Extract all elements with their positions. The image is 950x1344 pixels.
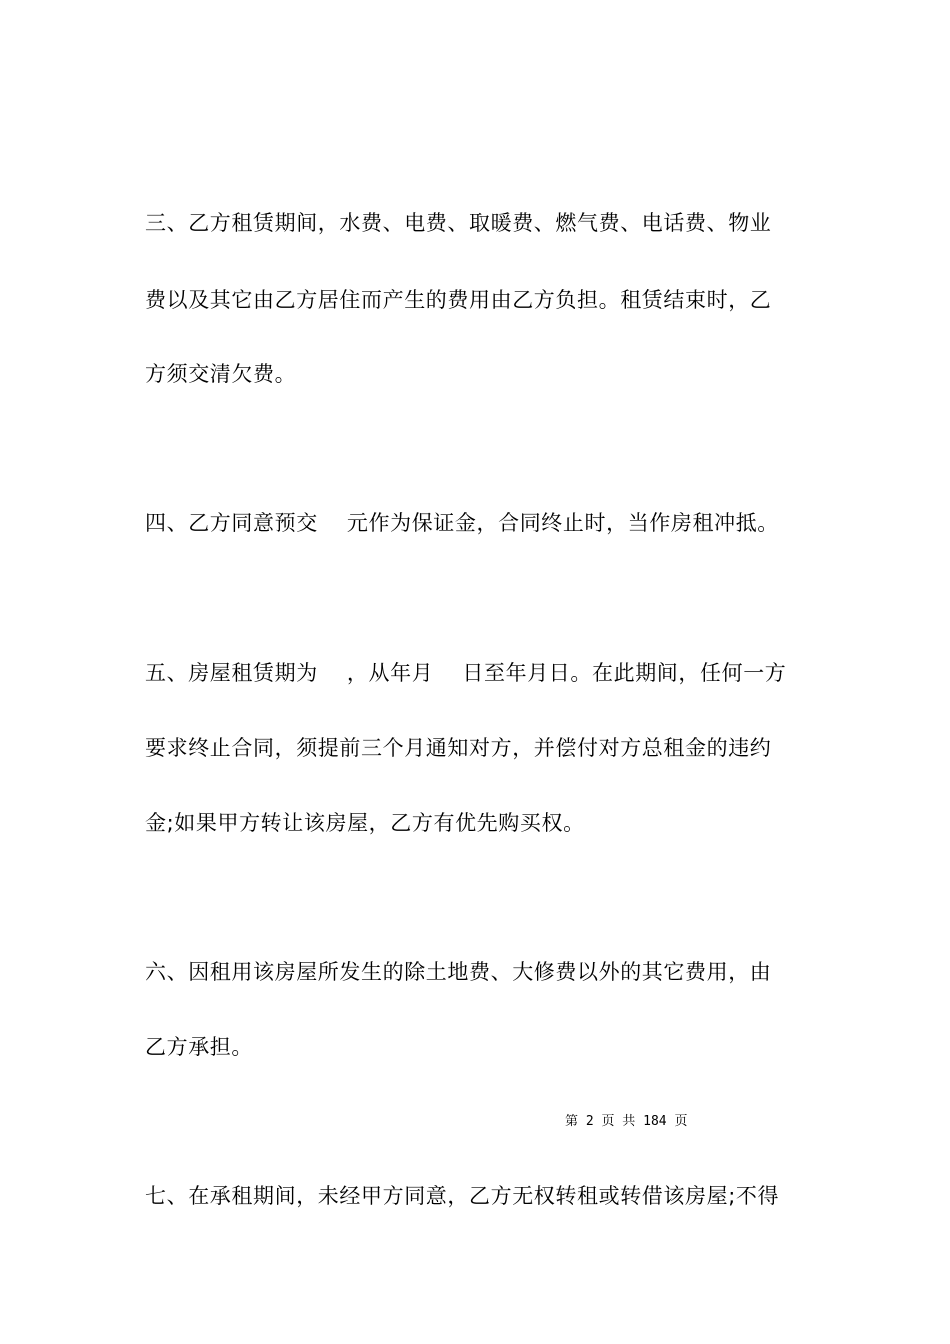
clause-6-line-1: 六、因租用该房屋所发生的除土地费、大修费以外的其它费用，由	[145, 960, 772, 984]
clause-6-line-2: 乙方承担。	[145, 1035, 253, 1059]
clause-4-line-1: 四、乙方同意预交 元作为保证金，合同终止时，当作房租冲抵。	[145, 511, 779, 535]
clause-5-line-3: 金;如果甲方转让该房屋，乙方有优先购买权。	[145, 811, 585, 835]
clause-3-line-3: 方须交清欠费。	[145, 362, 297, 386]
clause-5-line-1: 五、房屋租赁期为 ，从年月 日至年月日。在此期间，任何一方	[145, 661, 787, 685]
clause-3-line-1: 三、乙方租赁期间，水费、电费、取暖费、燃气费、电话费、物业	[145, 211, 772, 235]
page-number-footer: 第 2 页 共 184 页	[565, 1114, 688, 1129]
clause-3-line-2: 费以及其它由乙方居住而产生的费用由乙方负担。租赁结束时，乙	[145, 288, 772, 312]
clause-5-line-2: 要求终止合同，须提前三个月通知对方，并偿付对方总租金的违约	[145, 736, 772, 760]
clause-7-line-1: 七、在承租期间，未经甲方同意，乙方无权转租或转借该房屋;不得	[145, 1184, 780, 1208]
